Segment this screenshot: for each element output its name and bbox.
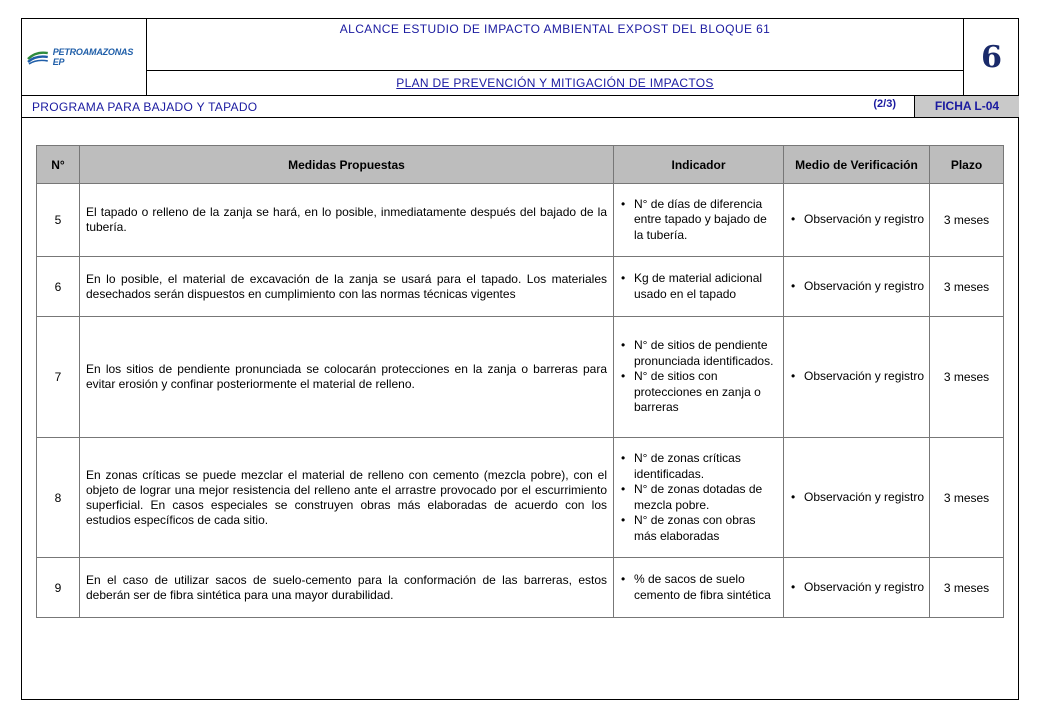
plan-subtitle: PLAN DE PREVENCIÓN Y MITIGACIÓN DE IMPACTOS [396,76,714,90]
term-value: 3 meses [930,558,1004,618]
table-row [37,317,1004,438]
term-value: 3 meses [930,317,1004,438]
program-title: PROGRAMA PARA BAJADO Y TAPADO [32,100,258,114]
document-title: ALCANCE ESTUDIO DE IMPACTO AMBIENTAL EXPOST DEL BLOQUE 61 [147,19,963,71]
indicator-cell [614,438,784,558]
program-cell [22,96,915,117]
row-number: 6 [37,257,80,317]
table-row [37,184,1004,257]
indicator-item: • % de sacos de suelo cemento de fibra sintética [634,572,779,603]
indicator-item: • N° de sitios de pendiente pronunciada identificados. [634,338,779,369]
petroamazonas-logo-icon [26,49,50,65]
section-number: 6 [981,39,1002,75]
table-header-row [37,146,1004,184]
measure-text: En los sitios de pendiente pronunciada se colocarán protecciones en la zanja o barreras para evitar erosión y confinar posteriormente el material de relleno. [80,317,614,438]
verification-item: • Observación y registro [804,580,925,596]
column-header-verificacion: Medio de Verificación [784,146,930,184]
term-value: 3 meses [930,257,1004,317]
ficha-label: FICHA L-04 [915,96,1019,117]
table-row [37,558,1004,618]
verification-cell [784,558,930,618]
measure-text: En el caso de utilizar sacos de suelo-cemento para la conformación de las barreras, estos deberán ser de fibra sintética para una mayor durabilidad. [80,558,614,618]
term-value: 3 meses [930,438,1004,558]
term-value: 3 meses [930,184,1004,257]
indicator-item: • N° de zonas dotadas de mezcla pobre. [634,482,779,513]
measure-text: En lo posible, el material de excavación de la zanja se usará para el tapado. Los materiales desechados serán dispuestos en cumplimiento con las normas técnicas vigentes [80,257,614,317]
program-band [22,95,1019,118]
row-number: 5 [37,184,80,257]
column-header-plazo: Plazo [930,146,1004,184]
verification-item: • Observación y registro [804,490,925,506]
indicator-item: • N° de días de diferencia entre tapado y bajado de la tubería. [634,197,779,244]
column-header-indicador: Indicador [614,146,784,184]
measure-text: El tapado o relleno de la zanja se hará, en lo posible, inmediatamente después del bajado de la tubería. [80,184,614,257]
logo-text: PETROAMAZONAS EP [52,47,134,67]
measures-table [36,145,1004,618]
verification-cell [784,184,930,257]
indicator-item: • Kg de material adicional usado en el tapado [634,271,779,302]
measure-text: En zonas críticas se puede mezclar el material de relleno con cemento (mezcla pobre), con el objeto de lograr una mejor resistencia del relleno ante el arrastre provocado por el escurrimiento superficial. En casos especiales se construyen obras más elaboradas de acuerdo con los estudios específicos de cada sitio. [80,438,614,558]
row-number: 7 [37,317,80,438]
verification-cell [784,438,930,558]
verification-item: • Observación y registro [804,212,925,228]
section-number-box [963,19,1019,95]
table-row [37,438,1004,558]
verification-item: • Observación y registro [804,369,925,385]
row-number: 8 [37,438,80,558]
verification-cell [784,317,930,438]
indicator-item: • N° de sitios con protecciones en zanja o barreras [634,369,779,416]
company-logo [22,19,147,95]
indicator-item: • N° de zonas con obras más elaboradas [634,513,779,544]
row-number: 9 [37,558,80,618]
table-row [37,257,1004,317]
column-header-num: N° [37,146,80,184]
indicator-cell [614,317,784,438]
column-header-medidas: Medidas Propuestas [80,146,614,184]
verification-cell [784,257,930,317]
indicator-cell [614,257,784,317]
indicator-cell [614,184,784,257]
indicator-cell [614,558,784,618]
verification-item: • Observación y registro [804,279,925,295]
indicator-item: • N° de zonas críticas identificadas. [634,451,779,482]
page-indicator: (2/3) [873,98,896,110]
